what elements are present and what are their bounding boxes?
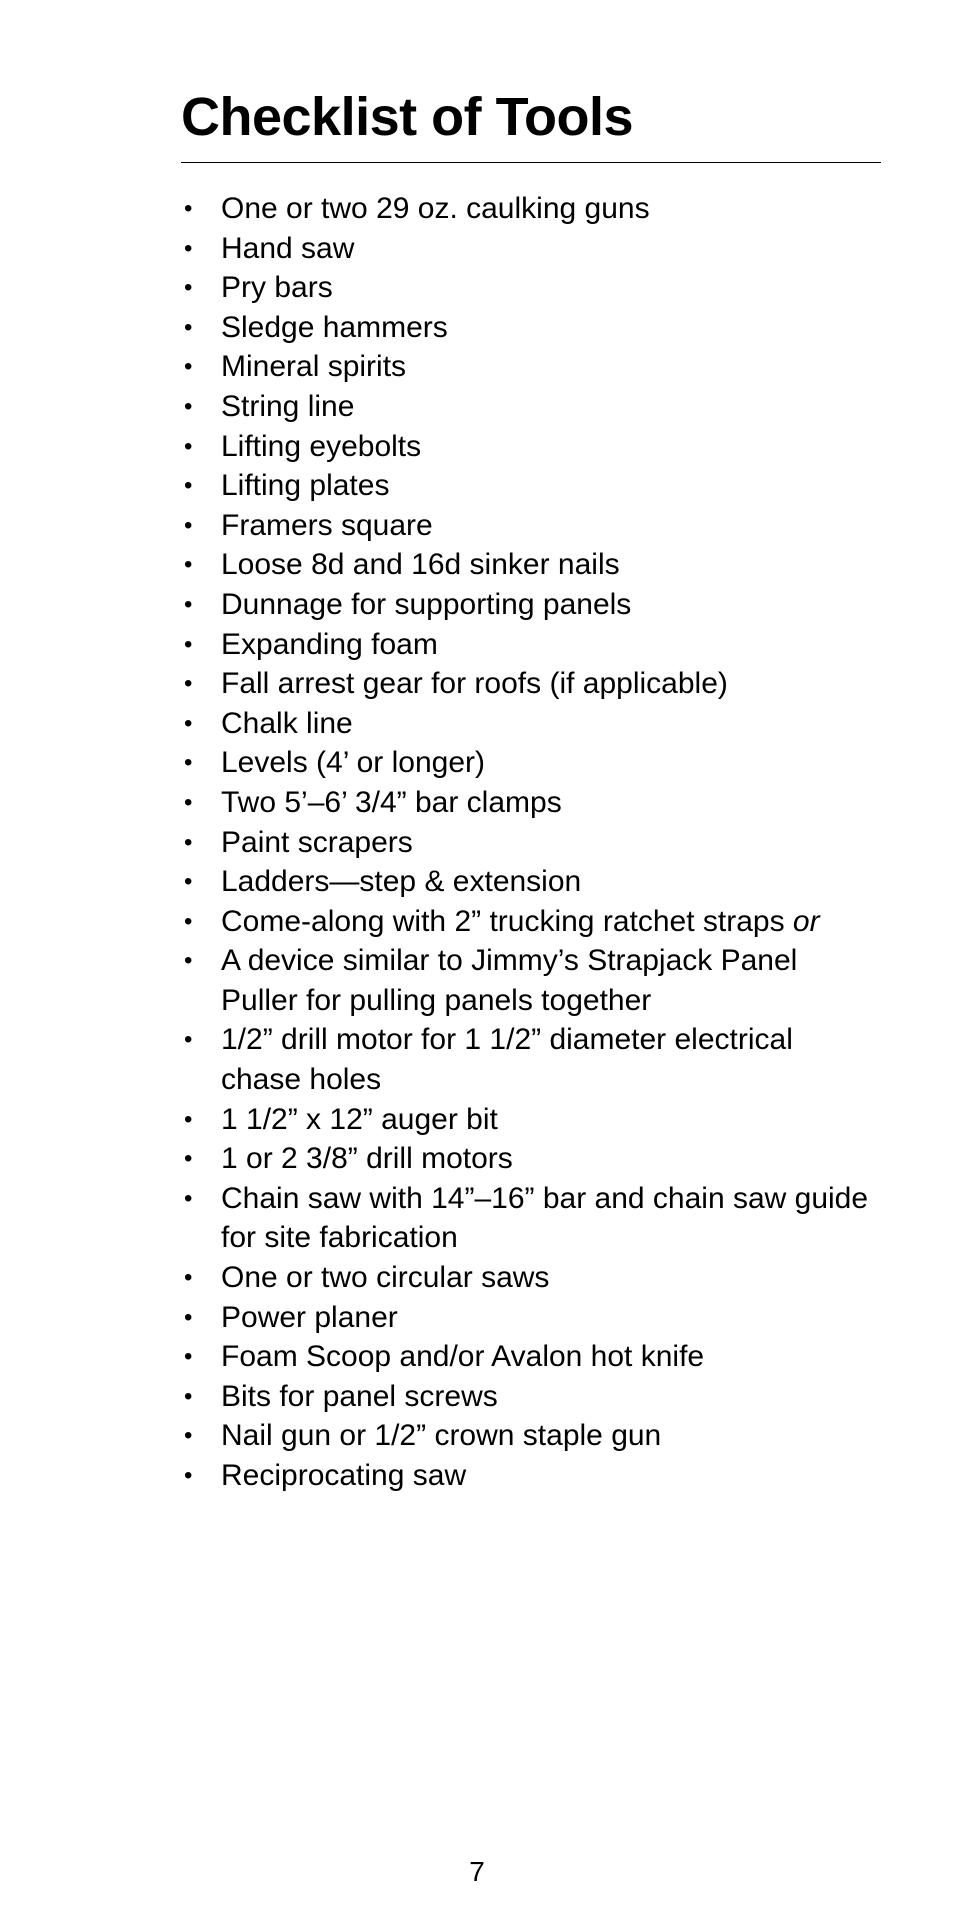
- list-item-label: Chalk line: [221, 706, 353, 740]
- page-content: [181, 84, 881, 1496]
- list-item-label: Power planer: [221, 1300, 398, 1334]
- list-item-text: [221, 905, 820, 938]
- list-item-label: Reciprocating saw: [221, 1459, 467, 1492]
- list-item: [181, 427, 881, 467]
- list-item: [181, 506, 881, 546]
- list-item-label: Come-along with 2” trucking ratchet straps: [221, 904, 793, 938]
- list-item-label: A device similar to Jimmy’s Strapjack Panel Puller for pulling panels together: [221, 944, 798, 1017]
- list-item-text: [221, 826, 413, 859]
- list-item-label: Hand saw: [221, 231, 355, 265]
- list-item: [181, 1179, 881, 1258]
- list-item-label: Loose 8d and 16d sinker nails: [221, 548, 620, 582]
- list-item: [181, 664, 881, 704]
- list-item-label: Ladders—step & extension: [221, 865, 582, 899]
- list-item-text: [221, 311, 448, 344]
- list-item: [181, 585, 881, 625]
- list-item-text: [221, 707, 353, 740]
- list-item: [181, 1416, 881, 1456]
- list-item-text: [221, 667, 728, 700]
- list-item-label: Paint scrapers: [221, 825, 413, 859]
- bullet-icon: •: [184, 907, 193, 935]
- bullet-icon: •: [184, 868, 193, 896]
- list-item-label: Bits for panel screws: [221, 1379, 498, 1413]
- list-item-label: Levels (4’ or longer): [221, 746, 486, 780]
- bullet-icon: •: [184, 788, 193, 816]
- list-item-text: [221, 628, 438, 661]
- list-item-label: Mineral spirits: [221, 350, 407, 384]
- list-item: [181, 902, 881, 942]
- list-item-text: [221, 1380, 498, 1413]
- bullet-icon: •: [184, 1145, 193, 1173]
- bullet-icon: •: [184, 749, 193, 777]
- bullet-icon: •: [184, 551, 193, 579]
- list-item-text: [221, 1182, 868, 1255]
- list-item-label: 1 1/2” x 12” auger bit: [221, 1102, 498, 1136]
- page-title: Checklist of Tools: [181, 87, 634, 147]
- bullet-icon: •: [184, 313, 193, 341]
- list-item-text: [221, 1103, 498, 1136]
- bullet-icon: •: [184, 1382, 193, 1410]
- list-item-label: One or two circular saws: [221, 1261, 550, 1295]
- list-item-label: Two 5’–6’ 3/4” bar clamps: [221, 785, 562, 819]
- bullet-icon: •: [184, 1303, 193, 1331]
- list-item: [181, 347, 881, 387]
- list-item-text: [221, 390, 354, 423]
- list-item-text: [221, 1142, 513, 1175]
- list-item-text: [221, 1340, 704, 1373]
- bullet-icon: •: [184, 1184, 193, 1212]
- list-item-label: Fall arrest gear for roofs (if applicable): [221, 667, 728, 701]
- list-item: [181, 941, 881, 1020]
- list-item: [181, 743, 881, 783]
- list-item-text: [221, 350, 406, 383]
- list-item-label: Chain saw with 14”–16” bar and chain saw guide for site fabrication: [221, 1181, 869, 1255]
- list-item-label: Foam Scoop and/or Avalon hot knife: [221, 1340, 705, 1374]
- list-item-label: Dunnage for supporting panels: [221, 587, 632, 621]
- tool-checklist: [181, 189, 881, 1496]
- list-item-text: [221, 232, 354, 265]
- bullet-icon: •: [184, 590, 193, 618]
- bullet-icon: •: [184, 709, 193, 737]
- list-item: [181, 229, 881, 269]
- list-item-text: [221, 1459, 466, 1492]
- list-item-label: Nail gun or 1/2” crown staple gun: [221, 1419, 662, 1453]
- bullet-icon: •: [184, 1422, 193, 1450]
- list-item: [181, 823, 881, 863]
- list-item-emphasis: or: [792, 904, 820, 938]
- list-item: [181, 1258, 881, 1298]
- list-item-text: [221, 1301, 398, 1334]
- list-item: [181, 1100, 881, 1140]
- bullet-icon: •: [184, 947, 193, 975]
- list-item-label: Expanding foam: [221, 627, 438, 661]
- list-item-text: [221, 944, 797, 1017]
- list-item-text: [221, 548, 620, 581]
- bullet-icon: •: [184, 1264, 193, 1292]
- list-item: [181, 545, 881, 585]
- list-item: [181, 1337, 881, 1377]
- list-item: [181, 308, 881, 348]
- list-item-text: [221, 192, 650, 225]
- list-item-text: [221, 1419, 661, 1452]
- list-item-text: [221, 509, 433, 542]
- list-item-label: String line: [221, 389, 355, 423]
- list-item-label: Lifting plates: [221, 469, 390, 503]
- list-item-label: One or two 29 oz. caulking guns: [221, 192, 650, 225]
- list-item-label: Framers square: [221, 508, 433, 542]
- list-item: [181, 1139, 881, 1179]
- bullet-icon: •: [184, 274, 193, 302]
- list-item-label: 1/2” drill motor for 1 1/2” diameter electrical chase holes: [221, 1023, 793, 1097]
- bullet-icon: •: [184, 195, 193, 222]
- list-item: [181, 268, 881, 308]
- list-item-label: Pry bars: [221, 271, 333, 305]
- list-item-text: [221, 746, 485, 779]
- list-item: [181, 862, 881, 902]
- bullet-icon: •: [184, 432, 193, 460]
- bullet-icon: •: [184, 828, 193, 856]
- bullet-icon: •: [184, 353, 193, 381]
- list-item: [181, 625, 881, 665]
- bullet-icon: •: [184, 1343, 193, 1371]
- list-item-text: [221, 469, 389, 502]
- list-item-text: [221, 430, 421, 463]
- page-number: 7: [469, 1856, 485, 1887]
- list-item: [181, 189, 881, 229]
- list-item: [181, 783, 881, 823]
- list-item-text: [221, 865, 581, 898]
- bullet-icon: •: [184, 1105, 193, 1133]
- bullet-icon: •: [184, 392, 193, 420]
- list-item: [181, 387, 881, 427]
- list-item: [181, 704, 881, 744]
- list-item: [181, 1020, 881, 1099]
- list-item-text: [221, 588, 631, 621]
- list-item: [181, 1298, 881, 1338]
- list-item-text: [221, 271, 333, 304]
- list-item-label: 1 or 2 3/8” drill motors: [221, 1142, 513, 1176]
- list-item-text: [221, 1261, 549, 1294]
- bullet-icon: •: [184, 472, 193, 500]
- list-item: [181, 466, 881, 506]
- bullet-icon: •: [184, 1026, 193, 1054]
- bullet-icon: •: [184, 234, 193, 262]
- list-item-label: Lifting eyebolts: [221, 429, 422, 463]
- list-item: [181, 1456, 881, 1496]
- list-item-text: [221, 1023, 793, 1096]
- bullet-icon: •: [184, 1462, 193, 1489]
- title-divider: [181, 162, 881, 163]
- list-item: [181, 1377, 881, 1417]
- bullet-icon: •: [184, 670, 193, 698]
- bullet-icon: •: [184, 630, 193, 658]
- list-item-label: Sledge hammers: [221, 310, 448, 344]
- list-item-text: [221, 786, 562, 819]
- bullet-icon: •: [184, 511, 193, 539]
